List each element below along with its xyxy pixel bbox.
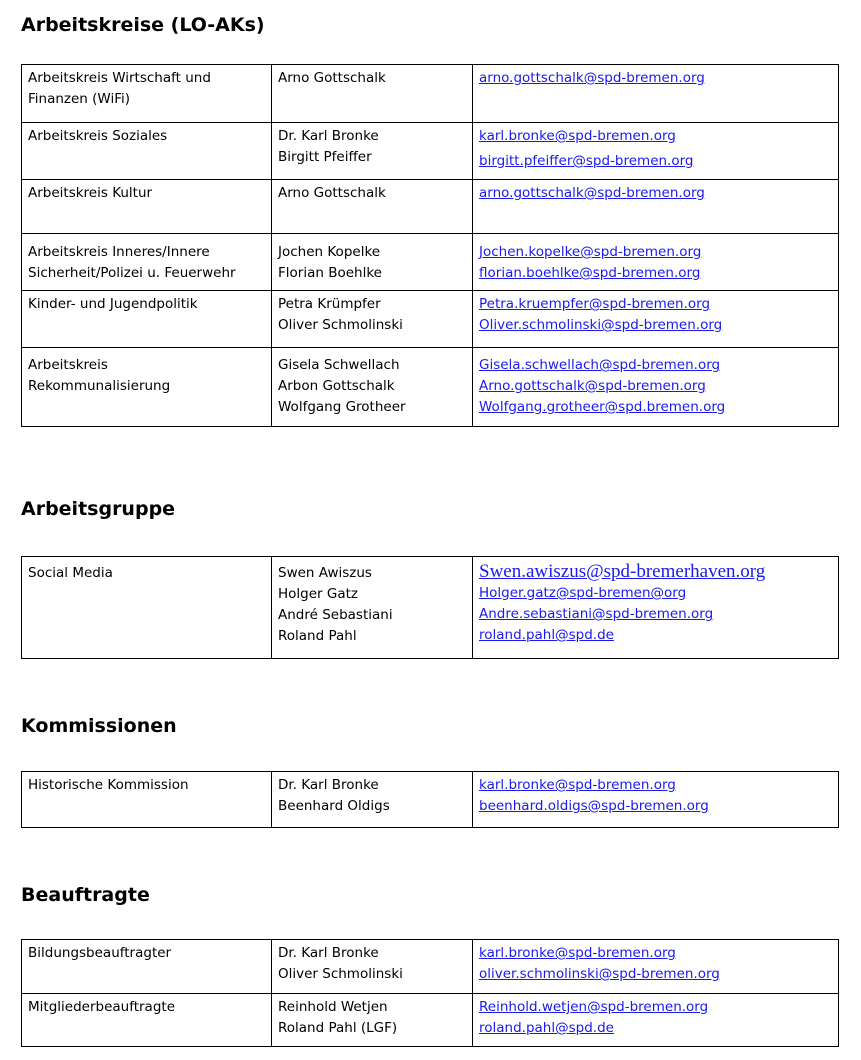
- email-link[interactable]: Swen.awiszus@spd-bremerhaven.org: [479, 561, 766, 582]
- people-cell: [272, 940, 473, 994]
- table-row: [22, 940, 839, 994]
- table-row: [22, 557, 839, 659]
- kommissionen-table: [21, 771, 839, 828]
- email-link[interactable]: roland.pahl@spd.de: [479, 1020, 614, 1036]
- email-cell: [473, 994, 839, 1047]
- email-link[interactable]: roland.pahl@spd.de: [479, 627, 614, 643]
- email-link[interactable]: karl.bronke@spd-bremen.org: [479, 777, 676, 793]
- people-cell: [272, 291, 473, 348]
- person-name: André Sebastiani: [278, 607, 393, 623]
- person-name: Swen Awiszus: [278, 565, 372, 581]
- person-name: Wolfgang Grotheer: [278, 399, 406, 415]
- email-link[interactable]: arno.gottschalk@spd-bremen.org: [479, 185, 705, 201]
- email-link[interactable]: Gisela.schwellach@spd-bremen.org: [479, 357, 721, 373]
- email-link[interactable]: Arno.gottschalk@spd-bremen.org: [479, 378, 706, 394]
- email-link[interactable]: Petra.kruempfer@spd-bremen.org: [479, 296, 711, 312]
- people-cell: [272, 994, 473, 1047]
- group-name: Kinder- und Jugendpolitik: [28, 296, 198, 312]
- group-name-cell: [22, 291, 272, 348]
- email-cell: [473, 291, 839, 348]
- people-cell: [272, 123, 473, 180]
- person-name: Arbon Gottschalk: [278, 378, 395, 394]
- email-link[interactable]: Wolfgang.grotheer@spd.bremen.org: [479, 399, 726, 415]
- person-name: Dr. Karl Bronke: [278, 945, 379, 961]
- person-name: Dr. Karl Bronke: [278, 128, 379, 144]
- person-name: Arno Gottschalk: [278, 70, 386, 86]
- email-cell: [473, 557, 839, 659]
- email-link[interactable]: beenhard.oldigs@spd-bremen.org: [479, 798, 709, 814]
- email-link[interactable]: Holger.gatz@spd-bremen@org: [479, 585, 687, 601]
- table-row: [22, 291, 839, 348]
- table-row: [22, 772, 839, 828]
- email-cell: [473, 65, 839, 123]
- email-link[interactable]: Andre.sebastiani@spd-bremen.org: [479, 606, 714, 622]
- group-name-cell: [22, 234, 272, 291]
- group-name: Arbeitskreis Wirtschaft und Finanzen (WiFi): [28, 70, 211, 107]
- email-link[interactable]: birgitt.pfeiffer@spd-bremen.org: [479, 153, 694, 169]
- email-link[interactable]: oliver.schmolinski@spd-bremen.org: [479, 966, 720, 982]
- group-name-cell: [22, 557, 272, 659]
- group-name-cell: [22, 940, 272, 994]
- group-name: Arbeitskreis Rekommunalisierung: [28, 357, 171, 394]
- person-name: Arno Gottschalk: [278, 185, 386, 201]
- section-heading: Kommissionen: [21, 715, 177, 737]
- table-row: [22, 65, 839, 123]
- section-heading: Arbeitsgruppe: [21, 498, 176, 520]
- group-name-cell: [22, 123, 272, 180]
- person-name: Dr. Karl Bronke: [278, 777, 379, 793]
- person-name: Reinhold Wetjen: [278, 999, 388, 1015]
- email-cell: [473, 772, 839, 828]
- table-row: [22, 180, 839, 234]
- table-row: [22, 348, 839, 427]
- person-name: Holger Gatz: [278, 586, 358, 602]
- group-name: Arbeitskreis Inneres/Innere Sicherheit/Polizei u. Feuerwehr: [28, 244, 236, 281]
- email-cell: [473, 123, 839, 180]
- group-name: Bildungsbeauftragter: [28, 945, 172, 961]
- section-heading: Arbeitskreise (LO-AKs): [21, 14, 265, 36]
- email-cell: [473, 940, 839, 994]
- group-name-cell: [22, 772, 272, 828]
- email-link[interactable]: arno.gottschalk@spd-bremen.org: [479, 70, 705, 86]
- email-link[interactable]: Reinhold.wetjen@spd-bremen.org: [479, 999, 709, 1015]
- person-name: Gisela Schwellach: [278, 357, 400, 373]
- person-name: Oliver Schmolinski: [278, 317, 403, 333]
- section-heading: Beauftragte: [21, 884, 150, 906]
- person-name: Roland Pahl: [278, 628, 357, 644]
- email-link[interactable]: karl.bronke@spd-bremen.org: [479, 128, 676, 144]
- table-row: [22, 123, 839, 180]
- email-cell: [473, 180, 839, 234]
- group-name-cell: [22, 180, 272, 234]
- people-cell: [272, 772, 473, 828]
- person-name: Petra Krümpfer: [278, 296, 381, 312]
- arbeitsgruppe-table: [21, 556, 839, 659]
- table-row: [22, 234, 839, 291]
- people-cell: [272, 557, 473, 659]
- email-cell: [473, 348, 839, 427]
- people-cell: [272, 180, 473, 234]
- email-link[interactable]: Jochen.kopelke@spd-bremen.org: [479, 244, 702, 260]
- group-name-cell: [22, 994, 272, 1047]
- person-name: Roland Pahl (LGF): [278, 1020, 398, 1036]
- group-name: Mitgliederbeauftragte: [28, 999, 175, 1015]
- person-name: Birgitt Pfeiffer: [278, 149, 372, 165]
- email-cell: [473, 234, 839, 291]
- beauftragte-table: [21, 939, 839, 1047]
- group-name-cell: [22, 65, 272, 123]
- arbeitskreise-table: [21, 64, 839, 427]
- person-name: Jochen Kopelke: [278, 244, 381, 260]
- people-cell: [272, 348, 473, 427]
- group-name: Social Media: [28, 565, 113, 581]
- people-cell: [272, 234, 473, 291]
- people-cell: [272, 65, 473, 123]
- group-name-cell: [22, 348, 272, 427]
- group-name: Arbeitskreis Kultur: [28, 185, 153, 201]
- group-name: Historische Kommission: [28, 777, 189, 793]
- email-link[interactable]: florian.boehlke@spd-bremen.org: [479, 265, 701, 281]
- table-row: [22, 994, 839, 1047]
- email-link[interactable]: Oliver.schmolinski@spd-bremen.org: [479, 317, 723, 333]
- person-name: Oliver Schmolinski: [278, 966, 403, 982]
- email-link[interactable]: karl.bronke@spd-bremen.org: [479, 945, 676, 961]
- group-name: Arbeitskreis Soziales: [28, 128, 168, 144]
- person-name: Florian Boehlke: [278, 265, 382, 281]
- person-name: Beenhard Oldigs: [278, 798, 390, 814]
